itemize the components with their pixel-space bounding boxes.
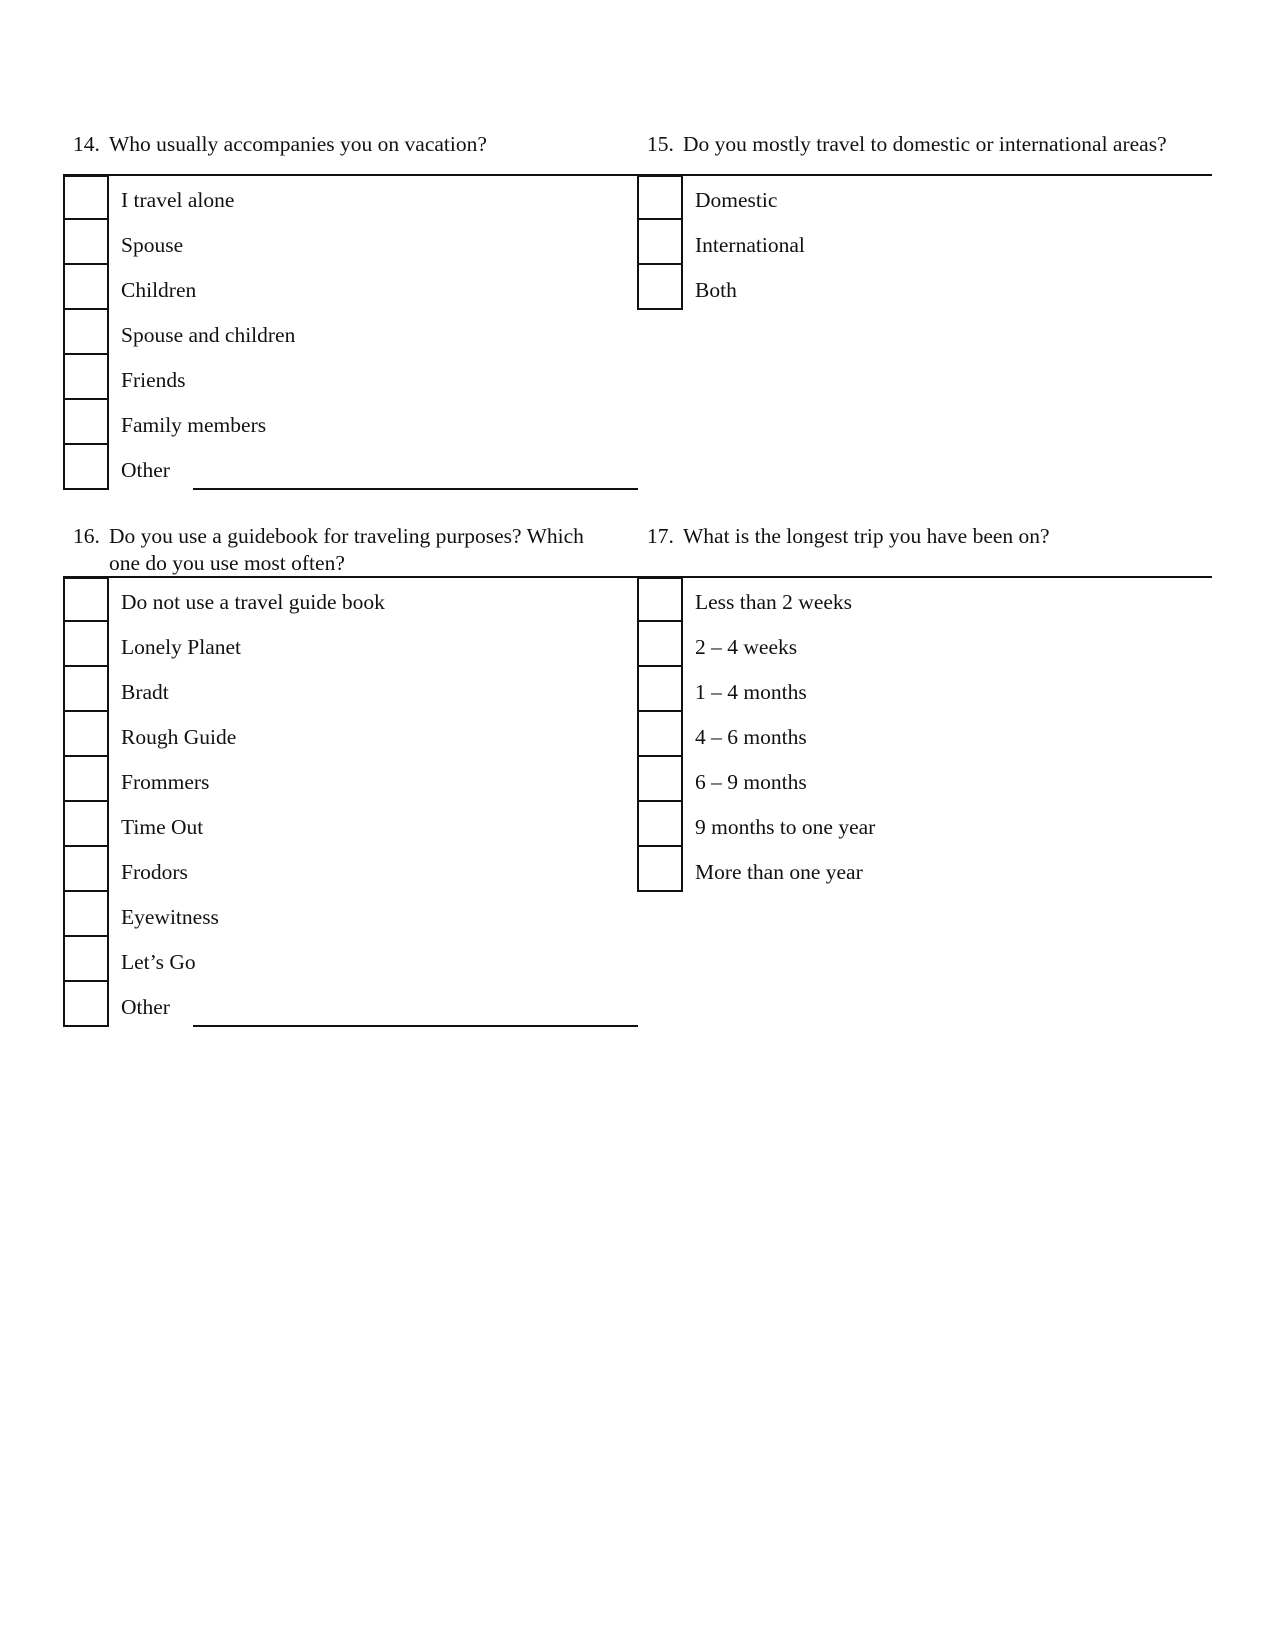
checkbox[interactable]	[63, 892, 109, 937]
checkbox[interactable]	[637, 712, 683, 757]
option-other[interactable]	[63, 445, 638, 490]
option[interactable]	[63, 220, 638, 265]
question-number: 16.	[73, 524, 100, 548]
option[interactable]	[63, 265, 638, 310]
option-label: Spouse and children	[121, 323, 296, 347]
question-number: 14.	[73, 132, 100, 156]
option[interactable]	[63, 712, 638, 757]
option[interactable]	[63, 400, 638, 445]
question-text: Do you mostly travel to domestic or international areas?	[683, 132, 1167, 156]
option-label: 9 months to one year	[695, 815, 876, 839]
option[interactable]	[63, 757, 638, 802]
option-label: Lonely Planet	[121, 635, 242, 659]
option[interactable]	[63, 175, 638, 220]
option[interactable]	[63, 622, 638, 667]
question-text: Who usually accompanies you on vacation?	[109, 132, 487, 156]
checkbox[interactable]	[637, 220, 683, 265]
option-label: International	[695, 233, 805, 257]
option-label: 4 – 6 months	[695, 725, 807, 749]
question-number: 15.	[647, 132, 674, 156]
question-16-header	[63, 523, 638, 577]
option[interactable]	[63, 847, 638, 892]
checkbox[interactable]	[637, 577, 683, 622]
checkbox[interactable]	[637, 175, 683, 220]
option[interactable]	[63, 577, 638, 622]
option-label: Other	[121, 995, 170, 1019]
option[interactable]	[63, 802, 638, 847]
checkbox[interactable]	[63, 355, 109, 400]
option-label: 6 – 9 months	[695, 770, 807, 794]
option-label: I travel alone	[121, 188, 235, 212]
option-label: Friends	[121, 368, 186, 392]
option[interactable]	[637, 265, 1212, 310]
checkbox[interactable]	[63, 802, 109, 847]
question-number: 17.	[647, 524, 674, 548]
option-label: 1 – 4 months	[695, 680, 807, 704]
option-label: Let’s Go	[121, 950, 196, 974]
option-label: Time Out	[121, 815, 204, 839]
option[interactable]	[63, 355, 638, 400]
checkbox[interactable]	[63, 622, 109, 667]
option-label: Domestic	[695, 188, 778, 212]
checkbox[interactable]	[63, 265, 109, 310]
option-other[interactable]	[63, 982, 638, 1027]
option-label: Rough Guide	[121, 725, 237, 749]
other-write-in-line[interactable]	[193, 488, 638, 490]
option[interactable]	[637, 622, 1212, 667]
checkbox[interactable]	[637, 667, 683, 712]
option[interactable]	[637, 220, 1212, 265]
checkbox[interactable]	[63, 712, 109, 757]
checkbox[interactable]	[63, 175, 109, 220]
question-text-line-1: Do you use a guidebook for traveling purposes? Which	[109, 524, 584, 548]
checkbox[interactable]	[637, 847, 683, 892]
checkbox[interactable]	[63, 310, 109, 355]
option-label: Spouse	[121, 233, 184, 257]
checkbox[interactable]	[63, 577, 109, 622]
option-label: Other	[121, 458, 170, 482]
option[interactable]	[637, 802, 1212, 847]
option[interactable]	[637, 667, 1212, 712]
option-label: 2 – 4 weeks	[695, 635, 798, 659]
option-label: Children	[121, 278, 197, 302]
option-label: Frommers	[121, 770, 210, 794]
question-16	[63, 523, 638, 577]
checkbox[interactable]	[637, 802, 683, 847]
option[interactable]	[63, 667, 638, 712]
option[interactable]	[637, 175, 1212, 220]
option[interactable]	[63, 892, 638, 937]
question-text-line-2: one do you use most often?	[109, 551, 345, 575]
checkbox[interactable]	[63, 757, 109, 802]
option[interactable]	[637, 757, 1212, 802]
option-label: Bradt	[121, 680, 169, 704]
option-label: More than one year	[695, 860, 863, 884]
option[interactable]	[637, 847, 1212, 892]
question-17-options	[637, 577, 1212, 892]
option-label: Family members	[121, 413, 267, 437]
option-label: Do not use a travel guide book	[121, 590, 385, 614]
question-15-options	[637, 175, 1212, 310]
question-16-options	[63, 577, 638, 1027]
checkbox[interactable]	[63, 667, 109, 712]
question-14-options	[63, 175, 638, 490]
option[interactable]	[637, 712, 1212, 757]
checkbox[interactable]	[63, 937, 109, 982]
option[interactable]	[63, 937, 638, 982]
option-label: Frodors	[121, 860, 188, 884]
option-label: Less than 2 weeks	[695, 590, 853, 614]
option[interactable]	[637, 577, 1212, 622]
checkbox[interactable]	[63, 400, 109, 445]
checkbox[interactable]	[63, 220, 109, 265]
checkbox[interactable]	[63, 982, 109, 1027]
question-text: What is the longest trip you have been on?	[683, 524, 1050, 548]
checkbox[interactable]	[63, 847, 109, 892]
checkbox[interactable]	[637, 757, 683, 802]
option[interactable]	[63, 310, 638, 355]
checkbox[interactable]	[637, 622, 683, 667]
option-label: Eyewitness	[121, 905, 219, 929]
other-write-in-line[interactable]	[193, 1025, 638, 1027]
option-label: Both	[695, 278, 737, 302]
checkbox[interactable]	[637, 265, 683, 310]
checkbox[interactable]	[63, 445, 109, 490]
